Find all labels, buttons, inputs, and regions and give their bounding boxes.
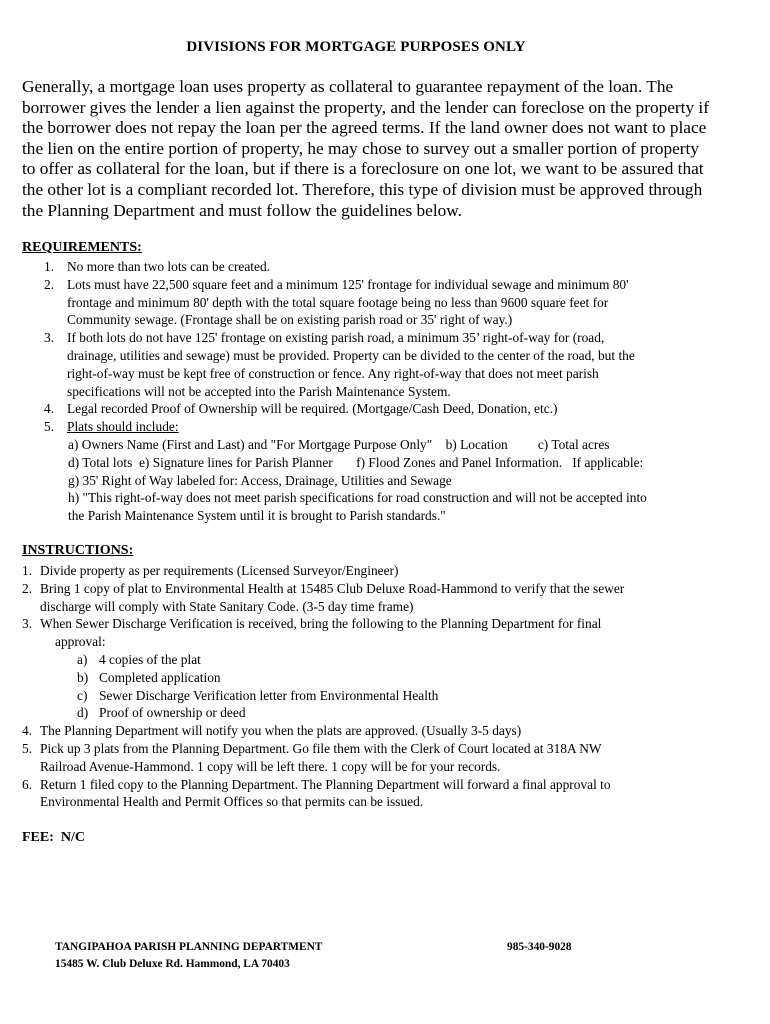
requirement-item xyxy=(22,418,742,436)
fee-label: FEE: N/C xyxy=(22,830,85,845)
item-number: 2. xyxy=(22,580,33,596)
requirement-item xyxy=(22,329,742,400)
item-number: 4. xyxy=(44,401,55,417)
footer-department: TANGIPAHOA PARISH PLANNING DEPARTMENT xyxy=(55,941,323,953)
footer-phone: 985-340-9028 xyxy=(507,941,572,953)
requirements-list xyxy=(22,258,742,525)
sub-item xyxy=(77,704,742,722)
sub-text: 4 copies of the plat xyxy=(99,651,201,667)
intro-line: the Planning Department and must follow the guidelines below. xyxy=(22,200,462,220)
intro-paragraph xyxy=(22,77,744,221)
item-text: Divide property as per requirements (Licensed Surveyor/Engineer) xyxy=(40,563,399,578)
item-text: Environmental Health and Permit Offices so that permits can be issued. xyxy=(40,794,424,810)
instruction-item xyxy=(22,776,742,812)
sub-letter: a) xyxy=(77,651,88,667)
intro-line: the other lot is a compliant recorded lot. Therefore, this type of division must be approved through xyxy=(22,179,703,199)
plat-line: a) Owners Name (First and Last) and "For Mortgage Purpose Only" b) Location c) Total acres xyxy=(68,436,610,452)
item-text: Bring 1 copy of plat to Environmental Health at 15485 Club Deluxe Road-Hammond to verify that the sewer xyxy=(40,580,625,596)
item-text: Pick up 3 plats from the Planning Department. Go file them with the Clerk of Court located at 318A NW xyxy=(40,740,602,756)
item-text: discharge will comply with State Sanitary Code. (3-5 day time frame) xyxy=(40,598,414,614)
item-text: When Sewer Discharge Verification is received, bring the following to the Planning Department for final xyxy=(40,616,602,632)
sub-letter: b) xyxy=(77,669,89,685)
plat-contents xyxy=(22,436,742,525)
item-number: 5. xyxy=(44,419,55,435)
item-text: If both lots do not have 125' frontage on existing parish road, a minimum 35’ right-of-way for (road, xyxy=(67,330,605,346)
sub-item xyxy=(77,651,742,669)
instruction-item xyxy=(22,615,742,651)
item-text: Return 1 filed copy to the Planning Department. The Planning Department will forward a final approval to xyxy=(40,776,611,792)
item-text: Railroad Avenue-Hammond. 1 copy will be left there. 1 copy will be for your records. xyxy=(40,758,501,774)
item-number: 3. xyxy=(22,616,33,632)
sub-list xyxy=(22,651,742,722)
requirement-item xyxy=(22,258,742,276)
plat-line: d) Total lots e) Signature lines for Parish Planner f) Flood Zones and Panel Information. If applicable: xyxy=(68,454,644,470)
instruction-item xyxy=(22,580,742,616)
item-text: Legal recorded Proof of Ownership will be required. (Mortgage/Cash Deed, Donation, etc.) xyxy=(67,401,558,417)
item-number: 1. xyxy=(22,563,33,578)
instruction-item xyxy=(22,562,742,580)
item-text: specifications will not be accepted into the Parish Maintenance System. xyxy=(67,383,451,399)
item-number: 6. xyxy=(22,776,33,792)
item-text: right-of-way must be kept free of construction or fence. Any right-of-way that does not meet parish xyxy=(67,365,599,381)
sub-item xyxy=(77,687,742,705)
item-text: Lots must have 22,500 square feet and a minimum 125' frontage for individual sewage and minimum 80' xyxy=(67,276,629,292)
requirement-item xyxy=(22,276,742,329)
item-text: Community sewage. (Frontage shall be on existing parish road or 35' right of way.) xyxy=(67,312,513,328)
item-text: approval: xyxy=(55,634,106,650)
intro-line: the lien on the entire portion of property, he may chose to survey out a smaller portion of property xyxy=(22,138,699,158)
requirements-heading: REQUIREMENTS: xyxy=(22,240,142,255)
instruction-item xyxy=(22,740,742,776)
item-text: drainage, utilities and sewage) must be provided. Property can be divided to the center of the road, but the xyxy=(67,347,635,363)
instructions-list xyxy=(22,562,742,811)
item-text: Plats should include: xyxy=(67,419,179,435)
item-text: No more than two lots can be created. xyxy=(67,259,271,274)
sub-letter: d) xyxy=(77,705,89,721)
intro-line: Generally, a mortgage loan uses property as collateral to guarantee repayment of the loan. The xyxy=(22,77,674,96)
item-number: 3. xyxy=(44,330,55,346)
instruction-item xyxy=(22,722,742,740)
requirement-item xyxy=(22,400,742,418)
sub-text: Completed application xyxy=(99,669,221,685)
sub-item xyxy=(77,669,742,687)
sub-text: Proof of ownership or deed xyxy=(99,705,246,721)
item-text: The Planning Department will notify you when the plats are approved. (Usually 3-5 days) xyxy=(40,723,522,739)
instructions-heading: INSTRUCTIONS: xyxy=(22,543,134,558)
footer-address: 15485 W. Club Deluxe Rd. Hammond, LA 70403 xyxy=(55,958,290,970)
item-number: 4. xyxy=(22,723,33,739)
plat-line: g) 35' Right of Way labeled for: Access, Drainage, Utilities and Sewage xyxy=(68,472,452,488)
item-number: 5. xyxy=(22,740,33,756)
sub-letter: c) xyxy=(77,687,88,703)
intro-line: borrower gives the lender a lien against the property, and the lender can foreclose on the property if xyxy=(22,97,709,117)
intro-line: the borrower does not repay the loan per the agreed terms. If the land owner does not want to place xyxy=(22,118,707,138)
item-text: frontage and minimum 80' depth with the total square footage being no less than 9600 square feet for xyxy=(67,294,609,310)
intro-line: to offer as collateral for the loan, but if there is a foreclosure on one lot, we want to be assured that xyxy=(22,159,704,179)
sub-text: Sewer Discharge Verification letter from Environmental Health xyxy=(99,687,439,703)
page-title: DIVISIONS FOR MORTGAGE PURPOSES ONLY xyxy=(186,39,526,55)
plat-line: h) "This right-of-way does not meet parish specifications for road construction and will not be accepted into xyxy=(68,490,647,506)
plat-line: the Parish Maintenance System until it is brought to Parish standards." xyxy=(68,508,446,524)
item-number: 1. xyxy=(44,259,55,274)
item-number: 2. xyxy=(44,276,55,292)
